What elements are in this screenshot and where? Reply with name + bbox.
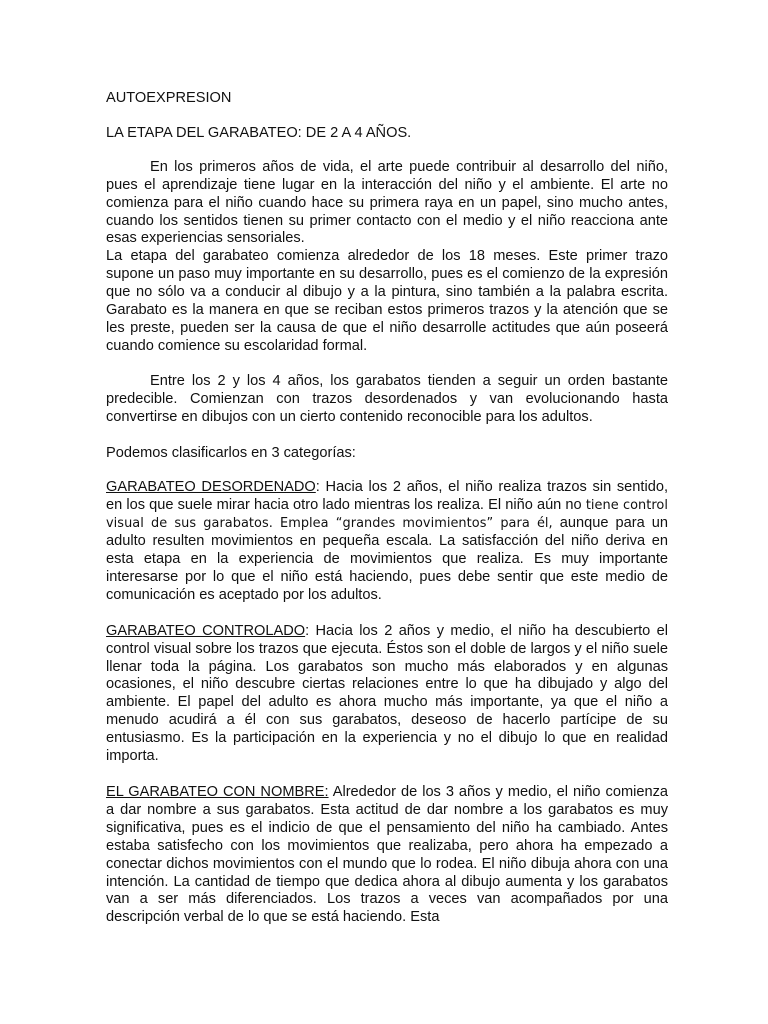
document-heading: AUTOEXPRESION xyxy=(106,90,232,106)
section-title-named: EL GARABATEO CON NOMBRE: xyxy=(106,784,329,800)
section-text-disordered-c: aunque para un adulto resulten movimientos en pequeña escala. La satisfacción del niño deriva en esta etapa en la experiencia de movimientos que realiza. Es muy importante interesarse por lo que el niño está haciendo, pues debe sentir que este medio de comunicación es aceptado por los adultos. xyxy=(106,515,669,603)
section-disordered xyxy=(106,479,668,604)
paragraph-order: Entre los 2 y los 4 años, los garabatos tienden a seguir un orden bastante predecible. Comienzan con trazos desordenados y van evolucionando hasta convertirse en dibujos con un cierto contenido reconocible para los adultos. xyxy=(106,372,668,425)
section-title-controlled: GARABATEO CONTROLADO xyxy=(106,622,306,639)
section-named xyxy=(106,784,668,927)
section-text-named: Alrededor de los 3 años y medio, el niño comienza a dar nombre a sus garabatos. Esta actitud de dar nombre a los garabatos es muy significativa, pues es el indicio de que el pensamiento del niño ha cambiado. Antes estaba satisfecho con los movimientos que realizaba, pero ahora ha empezado a conectar dichos movimientos con el mundo que lo rodea. El niño dibuja ahora con una intención. La cantidad de tiempo que dedica ahora al dibujo aumenta y los garabatos van a ser más diferenciados. Los trazos a veces van acompañados por una descripción verbal de lo que se está haciendo. Esta xyxy=(106,784,668,926)
paragraph-categories: Podemos clasificarlos en 3 categorías: xyxy=(106,444,356,461)
document-subheading: LA ETAPA DEL GARABATEO: DE 2 A 4 AÑOS. xyxy=(106,124,412,141)
section-controlled xyxy=(106,623,668,766)
section-text-disordered-b: tiene control visual de sus garabatos. Emplea “grandes movimientos” para él, xyxy=(106,498,668,532)
paragraph-intro: En los primeros años de vida, el arte puede contribuir al desarrollo del niño, pues el aprendizaje tiene lugar en la interacción del niño y el ambiente. El arte no comienza para el niño cuando hace su primera raya en un papel, sino mucho antes, cuando los sentidos tienen su primer contacto con el medio y el niño reacciona ante esas experiencias sensoriales. xyxy=(106,158,668,247)
section-text-controlled: : Hacia los 2 años y medio, el niño ha descubierto el control visual sobre los trazos que ejecuta. Éstos son el doble de largos y el niño suele llenar toda la página. Los garabatos son mucho más elaborados y en algunas ocasiones, el niño descubre ciertas relaciones entre lo que ha dibujado y algo del ambiente. El papel del adulto es ahora mucho más importante, ya que el niño a menudo acudirá a él con sus garabatos, deseoso de hacerlo partícipe de su entusiasmo. Es la participación en la experiencia y no el dibujo lo que en realidad importa. xyxy=(106,622,668,765)
paragraph-stage: La etapa del garabateo comienza alrededor de los 18 meses. Este primer trazo supone un paso muy importante en su desarrollo, pues es el comienzo de la expresión que no sólo va a conducir al dibujo y a la pintura, sino también a la palabra escrita. Garabato es la manera en que se reciban estos primeros trazos y la atención que se les preste, pueden ser la causa de que el niño desarrolle actitudes que aún poseerá cuando comience su escolaridad formal. xyxy=(106,248,668,354)
section-text-disordered-a: : Hacia los 2 años, el niño realiza trazos sin sentido, en los que suele mirar hacia otro lado mientras los realiza. El niño aún no xyxy=(106,479,668,514)
section-title-disordered: GARABATEO DESORDENADO xyxy=(106,479,316,496)
